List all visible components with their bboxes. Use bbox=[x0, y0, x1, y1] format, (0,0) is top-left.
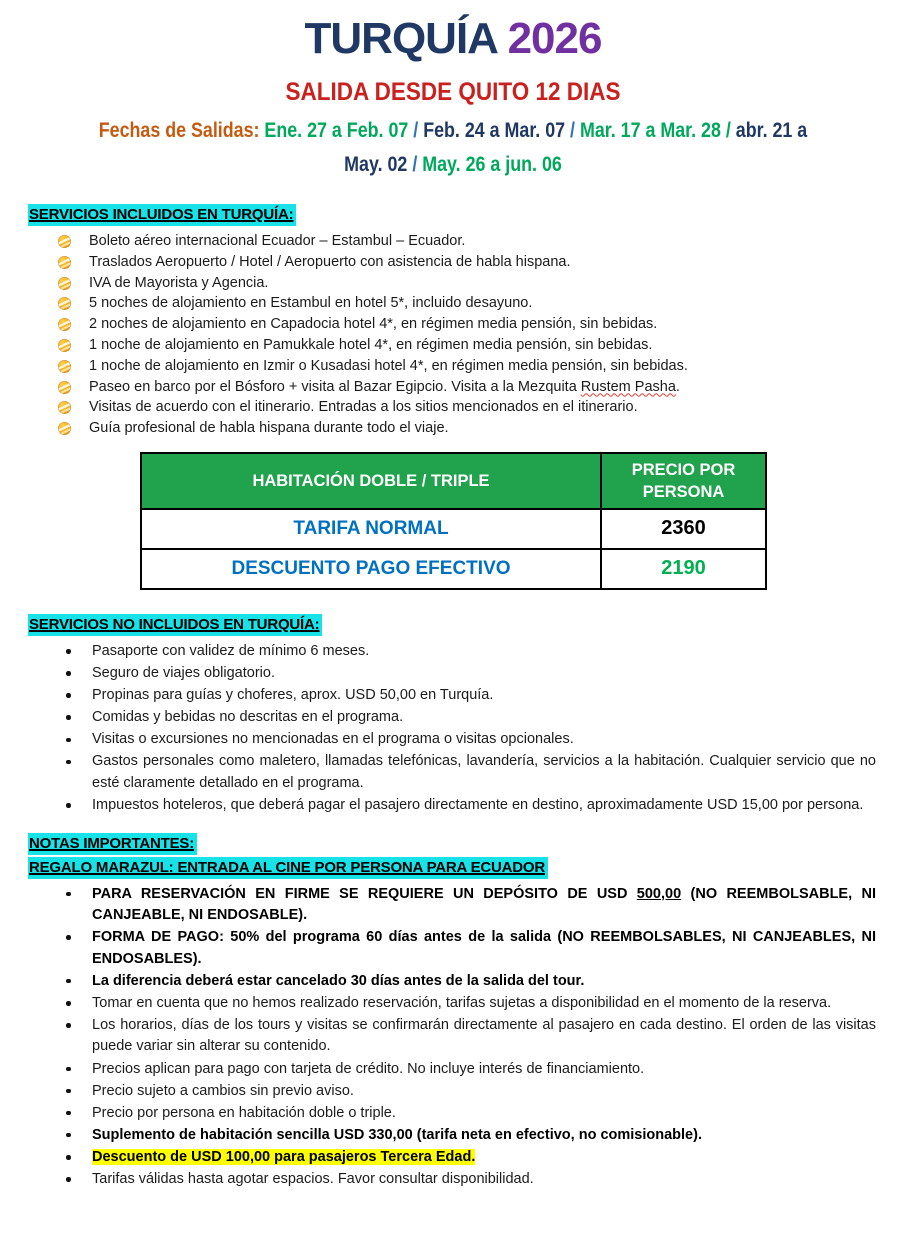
bullet-icon bbox=[66, 1023, 71, 1028]
list-item bbox=[28, 335, 878, 356]
list-item-text: Los horarios, días de los tours y visitas se confirmarán directamente al pasajero en cada destino. El orden de las visitas puede variar sin alterar su contenido. bbox=[92, 1016, 876, 1055]
list-item bbox=[28, 418, 878, 439]
list-item-text: Visitas o excursiones no mencionadas en el programa o visitas opcionales. bbox=[92, 731, 574, 748]
list-item-text: Precio sujeto a cambios sin previo aviso. bbox=[92, 1082, 354, 1099]
important-notes-heading: NOTAS IMPORTANTES: bbox=[28, 833, 197, 855]
date-segment: Mar. 17 a Mar. 28 bbox=[579, 119, 721, 142]
list-item-text: FORMA DE PAGO: 50% del programa 60 días antes de la salida (NO REEMBOLSABLES, NI CANJEABLES, NI ENDOSABLES). bbox=[92, 929, 876, 967]
list-item-text: 2 noches de alojamiento en Capadocia hotel 4*, en régimen media pensión, sin bebidas. bbox=[89, 316, 658, 333]
tarifa-normal-price: 2360 bbox=[601, 509, 766, 549]
list-item-text: PARA RESERVACIÓN EN FIRME SE REQUIERE UN DEPÓSITO DE USD 500,00 (NO REEMBOLSABLE, NI CANJEABLE, NI ENDOSABLE). bbox=[92, 885, 876, 924]
date-segment: May. 26 a jun. 06 bbox=[422, 153, 562, 176]
bullet-icon bbox=[66, 715, 71, 720]
list-item-text: Gastos personales como maletero, llamadas telefónicas, lavandería, servicios a la habitación. Cualquier servicio que no esté claramente detallado en el programa. bbox=[92, 753, 876, 791]
coin-bullet-icon bbox=[58, 422, 71, 435]
coin-bullet-icon bbox=[58, 277, 71, 290]
bullet-icon bbox=[66, 1089, 71, 1094]
list-item bbox=[28, 729, 878, 751]
bullet-icon bbox=[66, 1111, 71, 1116]
coin-bullet-icon bbox=[58, 318, 71, 331]
date-segment: / bbox=[720, 119, 736, 142]
date-segment: Fechas de Salidas: bbox=[98, 119, 265, 142]
date-segment: Ene. 27 a Feb. 07 bbox=[264, 119, 409, 142]
coin-bullet-icon bbox=[58, 381, 71, 394]
list-item-text: Precios aplican para pago con tarjeta de crédito. No incluye interés de financiamiento. bbox=[92, 1060, 645, 1077]
list-item bbox=[28, 971, 878, 993]
list-item-text: Paseo en barco por el Bósforo + visita al Bazar Egipcio. Visita a la Mezquita Rustem Pasha. bbox=[89, 378, 680, 395]
descuento-efectivo-label: DESCUENTO PAGO EFECTIVO bbox=[141, 549, 601, 589]
included-services-list bbox=[28, 231, 878, 439]
bullet-icon bbox=[66, 1001, 71, 1006]
coin-bullet-icon bbox=[58, 401, 71, 414]
list-item bbox=[28, 1125, 878, 1147]
list-item bbox=[28, 252, 878, 273]
list-item-text: 1 noche de alojamiento en Pamukkale hotel 4*, en régimen media pensión, sin bebidas. bbox=[89, 336, 653, 353]
departure-dates bbox=[28, 114, 878, 182]
list-item bbox=[28, 751, 878, 794]
list-item-text: Propinas para guías y choferes, aprox. USD 50,00 en Turquía. bbox=[92, 687, 494, 704]
list-item bbox=[28, 1015, 878, 1058]
list-item-text: Impuestos hoteleros, que deberá pagar el pasajero directamente en destino, aproximadamente USD 15,00 por persona. bbox=[92, 797, 864, 814]
list-item bbox=[28, 1169, 878, 1191]
flyer-page bbox=[0, 14, 906, 1190]
page-title bbox=[28, 14, 878, 64]
list-item bbox=[28, 397, 878, 418]
bullet-icon bbox=[66, 693, 71, 698]
bullet-icon bbox=[66, 979, 71, 984]
list-item-text bbox=[92, 1147, 878, 1169]
list-item-text: Pasaporte con validez de mínimo 6 meses. bbox=[92, 642, 370, 659]
list-item bbox=[28, 641, 878, 663]
list-item bbox=[28, 663, 878, 685]
pricing-table bbox=[140, 452, 767, 590]
pricing-header-room: HABITACIÓN DOBLE / TRIPLE bbox=[141, 453, 601, 509]
bullet-icon bbox=[66, 803, 71, 808]
bullet-icon bbox=[66, 935, 71, 940]
important-notes-list bbox=[28, 884, 878, 1191]
bullet-icon bbox=[66, 1155, 71, 1160]
pricing-row-discount bbox=[141, 549, 766, 589]
list-item-text: Tomar en cuenta que no hemos realizado reservación, tarifas sujetas a disponibilidad en el momento de la reserva. bbox=[92, 994, 832, 1011]
dates-line-1 bbox=[92, 114, 815, 148]
bullet-icon bbox=[66, 1133, 71, 1138]
list-item bbox=[28, 273, 878, 294]
pricing-header-price: PRECIO POR PERSONA bbox=[601, 453, 766, 509]
bullet-icon bbox=[66, 649, 71, 654]
not-included-heading-row bbox=[28, 614, 878, 636]
list-item bbox=[28, 927, 878, 970]
list-item-text: 1 noche de alojamiento en Izmir o Kusadasi hotel 4*, en régimen media pensión, sin bebidas. bbox=[89, 357, 688, 374]
list-item-text: 5 noches de alojamiento en Estambul en hotel 5*, incluido desayuno. bbox=[89, 295, 533, 312]
dates-line-2 bbox=[92, 148, 815, 182]
list-item-text: Boleto aéreo internacional Ecuador – Estambul – Ecuador. bbox=[89, 233, 466, 249]
descuento-efectivo-price: 2190 bbox=[601, 549, 766, 589]
marazul-gift-heading: REGALO MARAZUL: ENTRADA AL CINE POR PERSONA PARA ECUADOR bbox=[28, 857, 548, 879]
list-item-text: La diferencia deberá estar cancelado 30 días antes de la salida del tour. bbox=[92, 972, 585, 989]
highlighted-text: Descuento de USD 100,00 para pasajeros Tercera Edad. bbox=[92, 1148, 476, 1165]
list-item-text: Visitas de acuerdo con el itinerario. Entradas a los sitios mencionados en el itinerario. bbox=[89, 399, 638, 416]
date-segment: Feb. 24 a Mar. 07 bbox=[423, 119, 566, 142]
date-segment: abr. 21 a bbox=[735, 119, 808, 142]
list-item bbox=[28, 1081, 878, 1103]
list-item bbox=[28, 685, 878, 707]
bullet-icon bbox=[66, 1067, 71, 1072]
coin-bullet-icon bbox=[58, 235, 71, 248]
list-item bbox=[28, 993, 878, 1015]
list-item bbox=[28, 1147, 878, 1169]
list-item bbox=[28, 1059, 878, 1081]
date-segment: / bbox=[565, 119, 580, 142]
tarifa-normal-label: TARIFA NORMAL bbox=[141, 509, 601, 549]
list-item-text: Precio por persona en habitación doble o triple. bbox=[92, 1104, 396, 1121]
bullet-icon bbox=[66, 760, 71, 765]
list-item-text: Tarifas válidas hasta agotar espacios. Favor consultar disponibilidad. bbox=[92, 1170, 534, 1187]
list-item bbox=[28, 356, 878, 377]
list-item bbox=[28, 707, 878, 729]
bullet-icon bbox=[66, 738, 71, 743]
list-item bbox=[28, 314, 878, 335]
list-item bbox=[28, 377, 878, 398]
subtitle: SALIDA DESDE QUITO 12 DIAS bbox=[285, 78, 621, 106]
title-destination: TURQUÍA bbox=[304, 14, 508, 63]
included-heading-row bbox=[28, 204, 878, 226]
not-included-services-list bbox=[28, 641, 878, 817]
list-item bbox=[28, 795, 878, 817]
list-item bbox=[28, 231, 878, 252]
coin-bullet-icon bbox=[58, 360, 71, 373]
list-item-text: Seguro de viajes obligatorio. bbox=[92, 665, 275, 682]
coin-bullet-icon bbox=[58, 339, 71, 352]
date-segment: / bbox=[407, 153, 423, 176]
notes-heading-row bbox=[28, 833, 878, 855]
list-item bbox=[28, 293, 878, 314]
coin-bullet-icon bbox=[58, 297, 71, 310]
pricing-header-row bbox=[141, 453, 766, 509]
list-item-text: Comidas y bebidas no descritas en el programa. bbox=[92, 709, 404, 726]
bullet-icon bbox=[66, 671, 71, 676]
date-segment: / bbox=[408, 119, 424, 142]
bullet-icon bbox=[66, 892, 71, 897]
title-year: 2026 bbox=[507, 14, 602, 63]
list-item bbox=[28, 1103, 878, 1125]
date-segment: May. 02 bbox=[344, 153, 408, 176]
included-services-heading: SERVICIOS INCLUIDOS EN TURQUÍA: bbox=[28, 204, 296, 226]
list-item-text: Guía profesional de habla hispana durante todo el viaje. bbox=[89, 420, 449, 437]
list-item-text: Traslados Aeropuerto / Hotel / Aeropuerto con asistencia de habla hispana. bbox=[89, 253, 571, 270]
not-included-services-heading: SERVICIOS NO INCLUIDOS EN TURQUÍA: bbox=[28, 614, 322, 636]
coin-bullet-icon bbox=[58, 256, 71, 269]
list-item bbox=[28, 884, 878, 927]
list-item-text: Suplemento de habitación sencilla USD 330,00 (tarifa neta en efectivo, no comisionable). bbox=[92, 1126, 702, 1143]
bullet-icon bbox=[66, 1177, 71, 1182]
list-item-text: IVA de Mayorista y Agencia. bbox=[89, 274, 269, 291]
gift-heading-row bbox=[28, 857, 878, 879]
pricing-row-normal bbox=[141, 509, 766, 549]
